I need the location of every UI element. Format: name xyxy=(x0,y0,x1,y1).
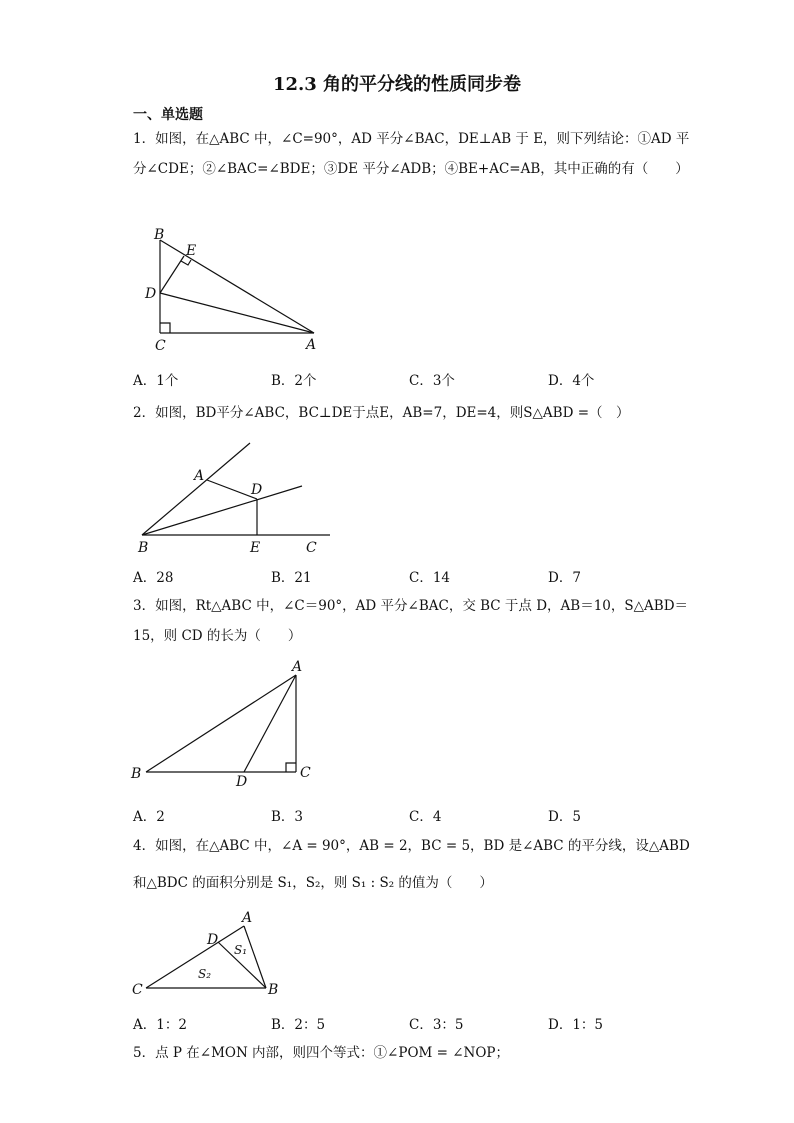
question-2-figure xyxy=(130,440,350,560)
label-E: E xyxy=(186,243,197,259)
segment-AB xyxy=(244,926,266,988)
question-3-line-1: 3．如图，Rt△ABC 中，∠C＝90°，AD 平分∠BAC，交 BC 于点 D，AB＝10，S△ABD＝ xyxy=(133,598,689,614)
segment-AD xyxy=(207,480,257,499)
label-B: B xyxy=(131,766,142,782)
label-D: D xyxy=(145,286,157,302)
right-angle-mark-E xyxy=(181,260,191,265)
label-A: A xyxy=(194,468,205,484)
question-5-line-1: 5．点 P 在∠MON 内部，则四个等式：①∠POM = ∠NOP； xyxy=(133,1045,510,1061)
segment-BA xyxy=(146,675,296,772)
label-C: C xyxy=(306,540,317,556)
label-B: B xyxy=(154,227,165,243)
label-D: D xyxy=(236,774,248,790)
segment-DE xyxy=(160,256,184,293)
q1-option-a[interactable]: A．1个 xyxy=(133,373,179,389)
q4-option-a[interactable]: A．1：2 xyxy=(133,1017,187,1033)
question-3-figure xyxy=(128,658,328,790)
segment-BA xyxy=(160,240,314,333)
section-heading: 一、单选题 xyxy=(133,107,203,123)
q4-option-b[interactable]: B．2：5 xyxy=(271,1017,326,1033)
segment-CA xyxy=(146,926,244,988)
question-1-line-1: 1．如图，在△ABC 中，∠C=90°，AD 平分∠BAC，DE⊥AB 于 E，则下列结论：①AD 平 xyxy=(133,131,690,147)
q1-option-b[interactable]: B．2个 xyxy=(271,373,317,389)
right-angle-mark-C xyxy=(286,763,296,772)
question-4-line-1: 4．如图，在△ABC 中，∠A = 90°，AB = 2，BC = 5，BD 是∠ABC 的平分线，设△ABD xyxy=(133,838,690,854)
q3-option-c[interactable]: C．4 xyxy=(409,809,442,825)
segment-AD xyxy=(244,675,296,772)
q2-option-b[interactable]: B．21 xyxy=(271,570,312,586)
ray-BA xyxy=(142,443,250,535)
q2-option-a[interactable]: A．28 xyxy=(133,570,174,586)
label-E: E xyxy=(250,540,261,556)
question-2-line-1: 2．如图，BD平分∠ABC，BC⊥DE于点E，AB=7，DE=4，则S△ABD =（ ） xyxy=(133,405,630,421)
q1-option-c[interactable]: C．3个 xyxy=(409,373,455,389)
question-3-line-2: 15，则 CD 的长为（ ） xyxy=(133,628,302,644)
page-title: 12.3 角的平分线的性质同步卷 xyxy=(272,74,522,95)
question-1-figure xyxy=(140,225,340,355)
label-C: C xyxy=(155,338,166,354)
q4-option-d[interactable]: D．1：5 xyxy=(548,1017,604,1033)
label-A: A xyxy=(306,337,317,353)
q2-option-c[interactable]: C．14 xyxy=(409,570,451,586)
q3-option-a[interactable]: A．2 xyxy=(133,809,165,825)
label-S1: S₁ xyxy=(234,943,248,957)
label-S2: S₂ xyxy=(198,967,212,981)
label-C: C xyxy=(132,982,143,998)
label-B: B xyxy=(138,540,149,556)
right-angle-mark-C xyxy=(160,323,170,333)
label-A: A xyxy=(292,659,303,675)
segment-DA xyxy=(160,293,314,333)
label-C: C xyxy=(300,765,311,781)
q2-option-d[interactable]: D．7 xyxy=(548,570,581,586)
question-4-line-2: 和△BDC 的面积分别是 S₁，S₂，则 S₁ : S₂ 的值为（ ） xyxy=(133,875,493,891)
q3-option-b[interactable]: B．3 xyxy=(271,809,304,825)
question-4-figure xyxy=(130,908,290,1000)
q1-option-d[interactable]: D．4个 xyxy=(548,373,595,389)
label-B: B xyxy=(268,982,279,998)
question-1-line-2: 分∠CDE；②∠BAC=∠BDE；③DE 平分∠ADB；④BE+AC=AB，其中正确的有（ ） xyxy=(133,161,689,177)
q4-option-c[interactable]: C．3：5 xyxy=(409,1017,464,1033)
ray-BD xyxy=(142,486,302,535)
label-D: D xyxy=(251,482,263,498)
label-D: D xyxy=(207,932,219,948)
label-A: A xyxy=(242,910,253,926)
q3-option-d[interactable]: D．5 xyxy=(548,809,581,825)
